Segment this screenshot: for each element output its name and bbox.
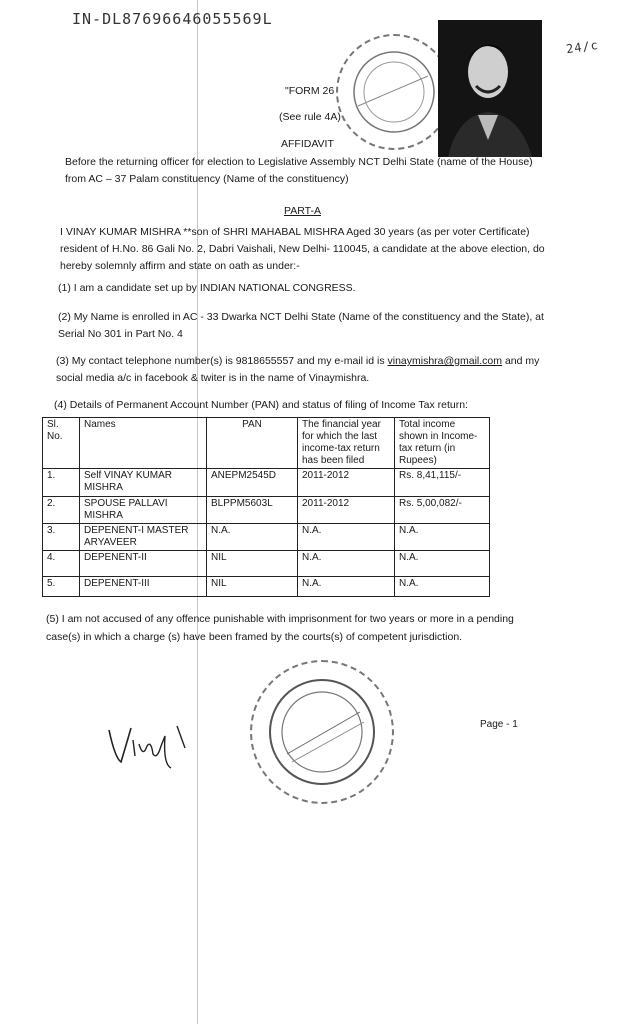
pan-details-table — [42, 417, 490, 597]
cell-sl: 1. — [43, 469, 80, 497]
cell-income: N.A. — [395, 551, 490, 577]
table-row — [43, 551, 490, 577]
signature-scribble — [105, 718, 195, 773]
cell-pan: ANEPM2545D — [207, 469, 298, 497]
cell-sl: 2. — [43, 497, 80, 524]
item-5-line-2: case(s) in which a charge (s) have been framed by the courts(s) of competent jurisdiction. — [46, 631, 463, 643]
item-3-line-2: social media a/c in facebook & twiter is in the name of Vinaymishra. — [56, 372, 370, 384]
item-5-line-1: (5) I am not accused of any offence punishable with imprisonment for two years or more in a pending — [46, 613, 514, 625]
cell-year: N.A. — [298, 551, 395, 577]
para1-line-2: resident of H.No. 86 Gali No. 2, Dabri Vaishali, New Delhi- 110045, a candidate at the above election, do — [60, 243, 545, 255]
cell-name: DEPENENT-I MASTER ARYAVEER — [80, 524, 207, 551]
seal-graphic — [252, 662, 392, 802]
intro-line-1: Before the returning officer for election to Legislative Assembly NCT Delhi State (name of the House) — [65, 156, 533, 168]
header-financial-year: The financial year for which the last income-tax return has been filed — [298, 418, 395, 469]
item-2-line-2: Serial No 301 in Part No. 4 — [58, 328, 183, 340]
email-link[interactable]: vinaymishra@gmail.com — [387, 355, 503, 367]
stamp-paper-id: IN-DL87696646055569L — [72, 10, 273, 28]
header-pan: PAN — [207, 418, 298, 469]
cell-income: Rs. 5,00,082/- — [395, 497, 490, 524]
para1-line-3: hereby solemnly affirm and state on oath as under:- — [60, 260, 300, 272]
table-header-row — [43, 418, 490, 469]
cell-pan: BLPPM5603L — [207, 497, 298, 524]
table-row — [43, 497, 490, 524]
notary-seal-top — [336, 34, 452, 150]
cell-income: N.A. — [395, 524, 490, 551]
table-row — [43, 524, 490, 551]
header-total-income: Total income shown in Income-tax return (in Rupees) — [395, 418, 490, 469]
cell-income: Rs. 8,41,115/- — [395, 469, 490, 497]
page-number: Page - 1 — [480, 719, 518, 730]
cell-pan: N.A. — [207, 524, 298, 551]
document-type: AFFIDAVIT — [281, 138, 334, 150]
header-names: Names — [80, 418, 207, 469]
cell-year: N.A. — [298, 524, 395, 551]
rule-reference: (See rule 4A) — [279, 111, 341, 123]
portrait-image — [438, 20, 542, 157]
seal-graphic — [338, 36, 450, 148]
cell-name: DEPENENT-II — [80, 551, 207, 577]
cell-sl: 3. — [43, 524, 80, 551]
corner-note: 24/c — [565, 37, 600, 57]
item-4-heading: (4) Details of Permanent Account Number (PAN) and status of filing of Income Tax return: — [54, 399, 468, 411]
cell-sl: 4. — [43, 551, 80, 577]
cell-income: N.A. — [395, 577, 490, 597]
intro-line-2: from AC – 37 Palam constituency (Name of the constituency) — [65, 173, 349, 185]
item-2-line-1: (2) My Name is enrolled in AC - 33 Dwarka NCT Delhi State (Name of the constituency and the State), at — [58, 311, 544, 323]
table-row — [43, 469, 490, 497]
item-3-text-end: and my — [502, 355, 540, 367]
cell-year: 2011-2012 — [298, 497, 395, 524]
part-heading: PART-A — [284, 205, 321, 217]
notary-seal-bottom — [250, 660, 394, 804]
cell-year: 2011-2012 — [298, 469, 395, 497]
cell-pan: NIL — [207, 551, 298, 577]
cell-name: Self VINAY KUMAR MISHRA — [80, 469, 207, 497]
item-3-line-1 — [56, 354, 539, 368]
item-1: (1) I am a candidate set up by INDIAN NATIONAL CONGRESS. — [58, 282, 356, 294]
candidate-photo — [438, 20, 542, 157]
signature-image — [105, 718, 195, 773]
cell-pan: NIL — [207, 577, 298, 597]
cell-year: N.A. — [298, 577, 395, 597]
table-row — [43, 577, 490, 597]
form-title: "FORM 26 — [285, 85, 335, 97]
para1-line-1: I VINAY KUMAR MISHRA **son of SHRI MAHABAL MISHRA Aged 30 years (as per voter Certificate) — [60, 226, 530, 238]
cell-sl: 5. — [43, 577, 80, 597]
cell-name: SPOUSE PALLAVI MISHRA — [80, 497, 207, 524]
item-3-text: (3) My contact telephone number(s) is 9818655557 and my e-mail id is — [56, 355, 388, 367]
header-sl-no: Sl. No. — [43, 418, 80, 469]
cell-name: DEPENENT-III — [80, 577, 207, 597]
